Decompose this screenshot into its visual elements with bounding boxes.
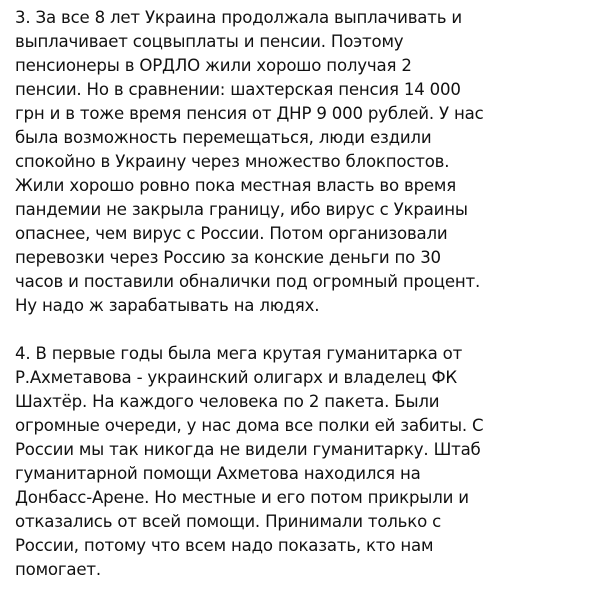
text-line: пенсии. Но в сравнении: шахтерская пенсия 14 000: [15, 80, 461, 99]
text-line: пандемии не закрыла границу, ибо вирус с Украины: [15, 200, 468, 219]
text-line: Ну надо ж зарабатывать на людях.: [15, 296, 320, 315]
text-line: России, потому что всем надо показать, кто нам: [15, 536, 434, 555]
text-line: 4. В первые годы была мега крутая гуманитарка от: [15, 344, 463, 363]
document-body: [15, 6, 590, 582]
text-line: выплачивает соцвыплаты и пенсии. Поэтому: [15, 32, 404, 51]
text-line: часов и поставили обналички под огромный процент.: [15, 272, 481, 291]
text-line: гуманитарной помощи Ахметова находился на: [15, 464, 421, 483]
paragraph-point-3: [15, 6, 590, 318]
text-line: опаснее, чем вирус с России. Потом организовали: [15, 224, 448, 243]
paragraph-point-4: [15, 342, 590, 582]
text-line: была возможность перемещаться, люди ездили: [15, 128, 432, 147]
text-line: спокойно в Украину через множество блокпостов.: [15, 152, 450, 171]
text-line: России мы так никогда не видели гуманитарку. Штаб: [15, 440, 481, 459]
text-line: пенсионеры в ОРДЛО жили хорошо получая 2: [15, 56, 412, 75]
text-line: огромные очереди, у нас дома все полки ей забиты. С: [15, 416, 484, 435]
text-line: грн и в тоже время пенсия от ДНР 9 000 рублей. У нас: [15, 104, 484, 123]
text-line: 3. За все 8 лет Украина продолжала выплачивать и: [15, 8, 462, 27]
text-line: Р.Ахметавова - украинский олигарх и владелец ФК: [15, 368, 458, 387]
text-line: Шахтёр. На каждого человека по 2 пакета. Были: [15, 392, 440, 411]
text-line: Донбасс-Арене. Но местные и его потом прикрыли и: [15, 488, 469, 507]
text-line: помогает.: [15, 560, 101, 579]
text-line: перевозки через Россию за конские деньги по 30: [15, 248, 441, 267]
text-line: отказались от всей помощи. Принимали только с: [15, 512, 442, 531]
text-line: Жили хорошо ровно пока местная власть во время: [15, 176, 457, 195]
